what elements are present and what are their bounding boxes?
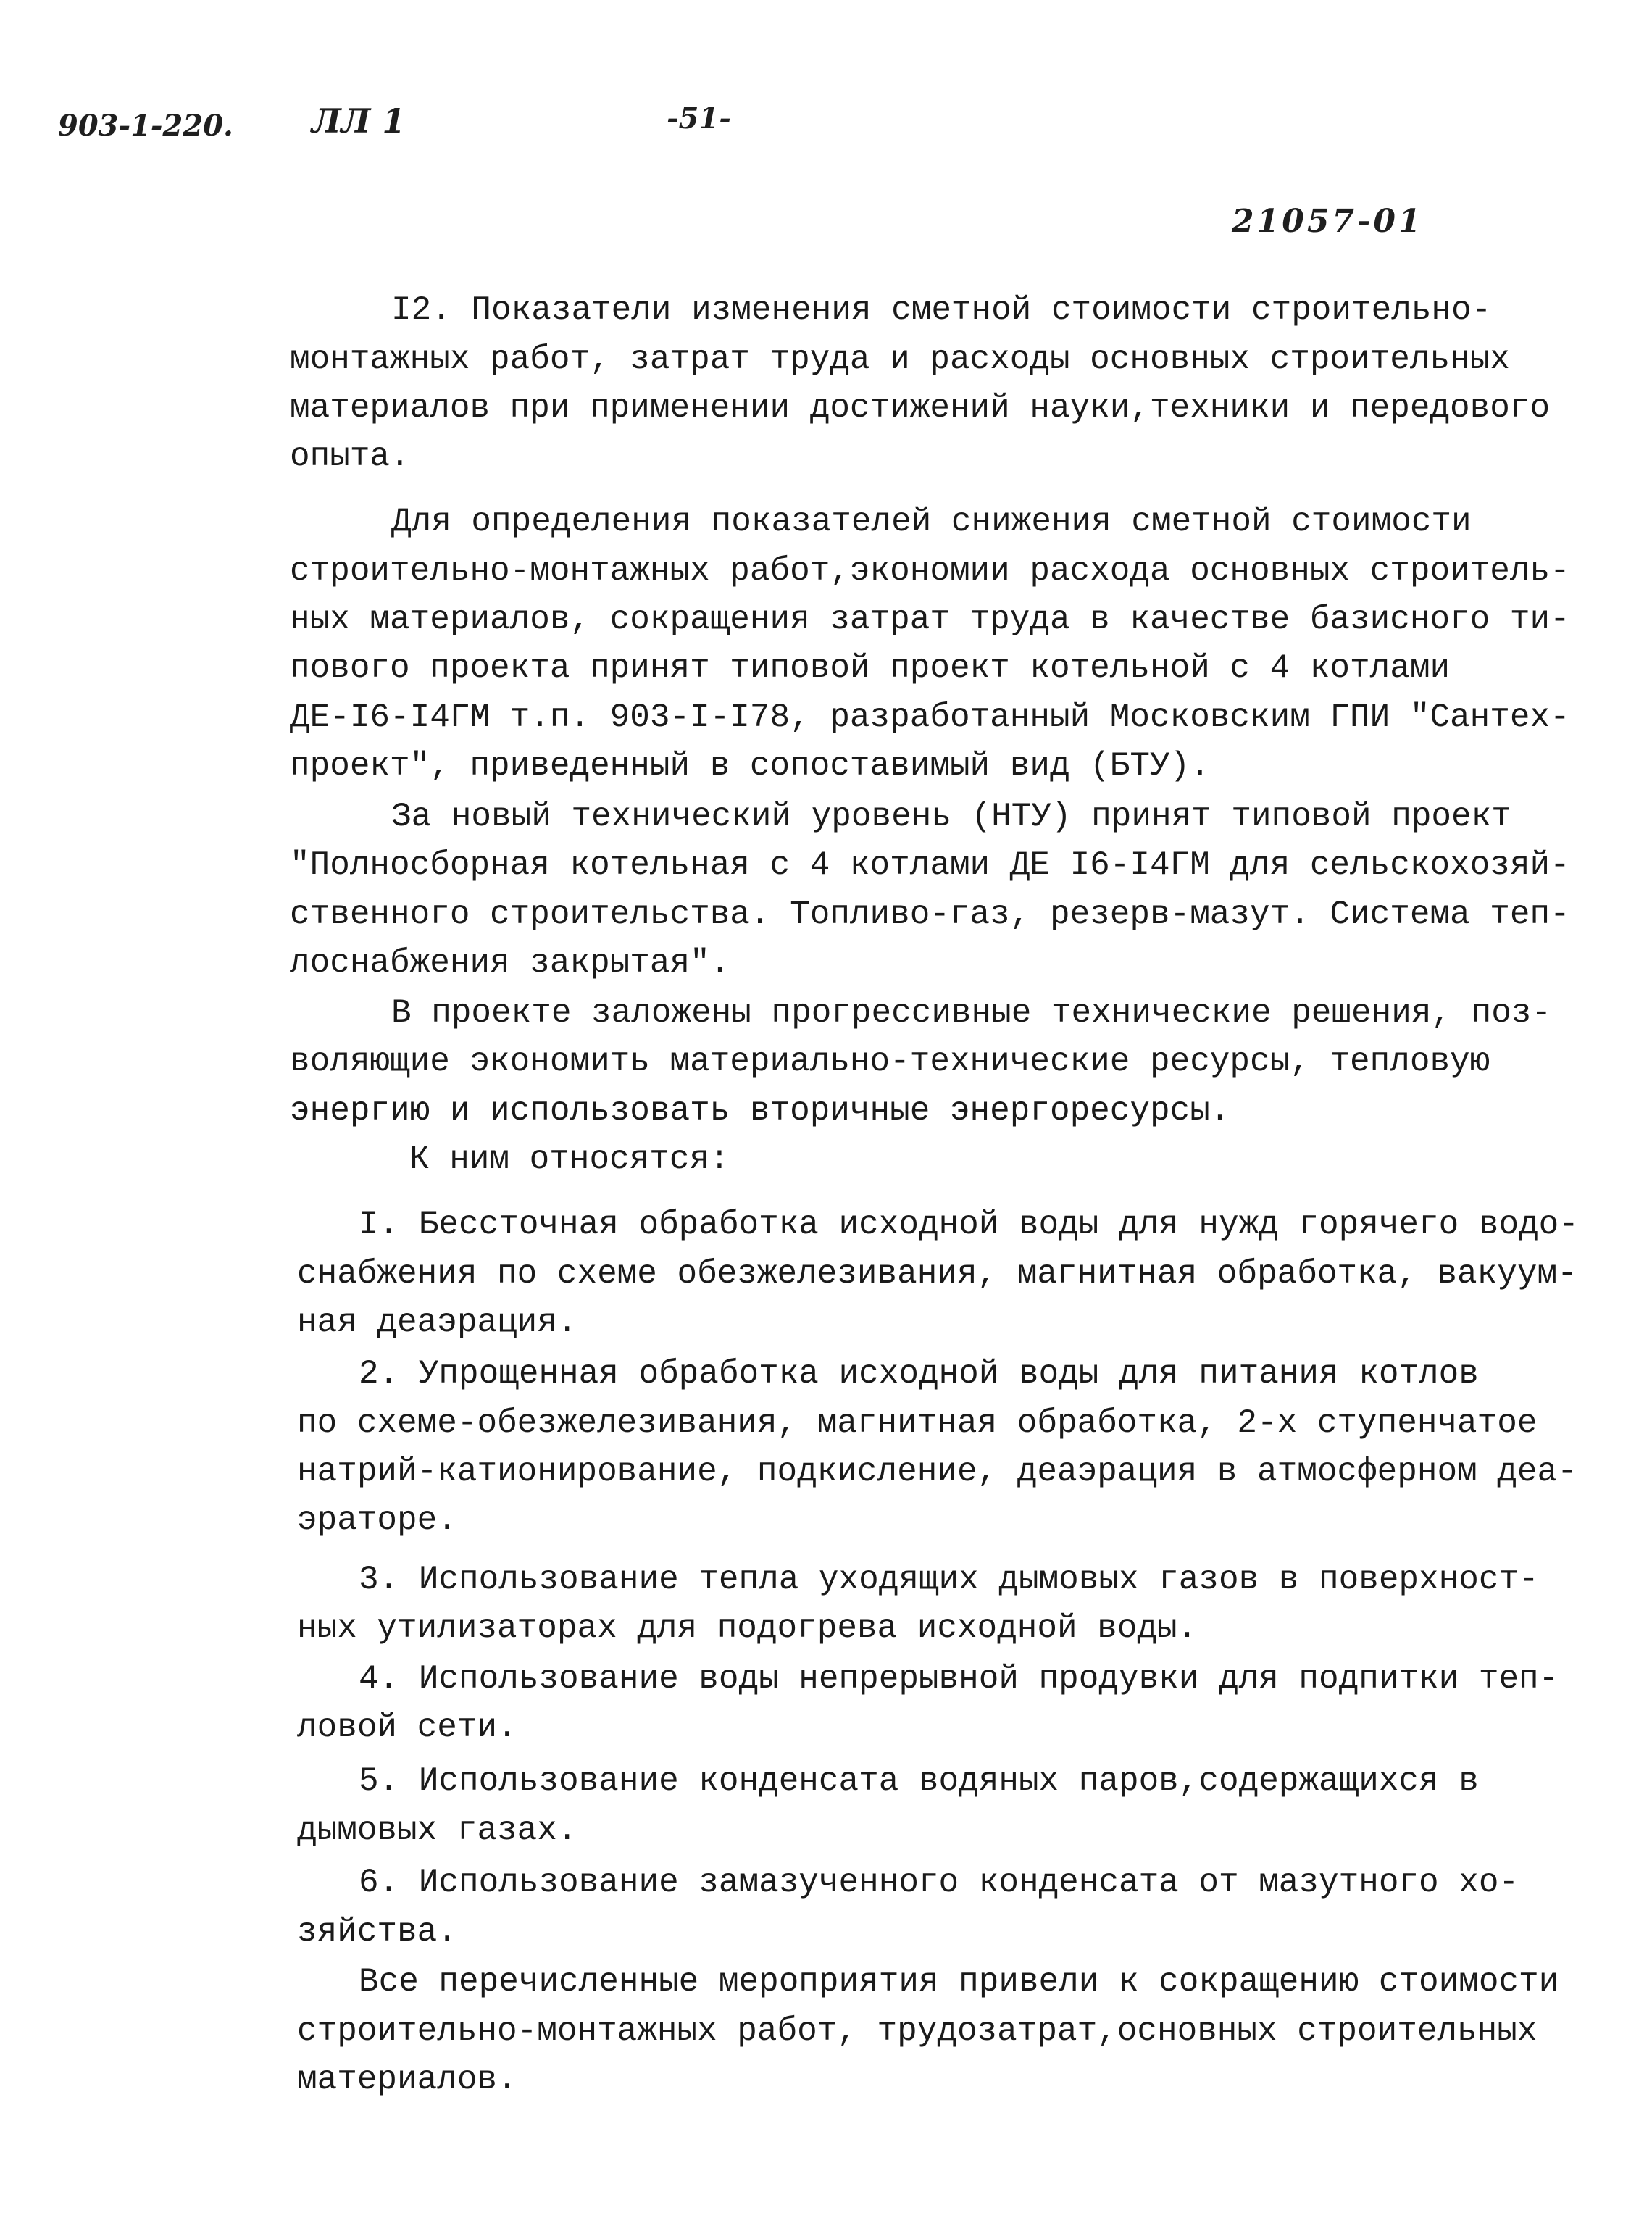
sheet-mark: ЛЛ 1	[312, 101, 406, 141]
text-line: дымовых газах.	[297, 1812, 577, 1849]
text-line: "Полносборная котельная с 4 котлами ДЕ I6-I4ГМ для сельскохозяй-	[290, 846, 1570, 884]
text-line: строительно-монтажных работ, трудозатрат,основных строительных	[297, 2012, 1538, 2050]
text-line: эраторе.	[297, 1501, 457, 1539]
text-line: проект", приведенный в сопоставимый вид (БТУ).	[290, 747, 1210, 785]
text-line: по схеме-обезжелезивания, магнитная обработка, 2-х ступенчатое	[297, 1404, 1538, 1442]
reference-number: 21057-01	[1232, 203, 1424, 240]
text-line: ственного строительства. Топливо-газ, резерв-мазут. Система теп-	[290, 896, 1570, 933]
list-item-line: 3. Использование тепла уходящих дымовых газов в поверхност-	[359, 1561, 1539, 1599]
text-line: опыта.	[290, 438, 410, 475]
document-code: 903-1-220.	[58, 109, 233, 143]
list-item-line: 4. Использование воды непрерывной продувки для подпитки теп-	[359, 1660, 1559, 1698]
text-line: снабжения по схеме обезжелезивания, магнитная обработка, вакуум-	[297, 1255, 1577, 1293]
text-line: ных материалов, сокращения затрат труда в качестве базисного ти-	[290, 601, 1570, 638]
list-item-line: 2. Упрощенная обработка исходной воды для питания котлов	[359, 1355, 1479, 1393]
page-number: -51-	[667, 101, 731, 136]
text-line: лоснабжения закрытая".	[290, 944, 730, 982]
text-line: натрий-катионирование, подкисление, деаэрация в атмосферном деа-	[297, 1453, 1577, 1491]
list-intro-line: К ним относятся:	[409, 1141, 730, 1178]
list-item-line: 6. Использование замазученного конденсата от мазутного хо-	[359, 1864, 1519, 1901]
paragraph-start-line: За новый технический уровень (НТУ) принят типовой проект	[391, 798, 1511, 835]
text-line: материалов при применении достижений науки,техники и передового	[290, 389, 1551, 427]
list-item-line: 5. Использование конденсата водяных паров,содержащихся в	[359, 1762, 1479, 1800]
text-line: зяйства.	[297, 1913, 457, 1951]
paragraph-start-line: Для определения показателей снижения сметной стоимости	[391, 503, 1472, 541]
text-line: ных утилизаторах для подогрева исходной воды.	[297, 1609, 1198, 1647]
paragraph-start-line: Все перечисленные мероприятия привели к сокращению стоимости	[359, 1963, 1559, 2001]
section-heading-line: I2. Показатели изменения сметной стоимости строительно-	[391, 291, 1492, 329]
text-line: ДЕ-I6-I4ГМ т.п. 903-I-I78, разработанный Московским ГПИ "Сантех-	[290, 699, 1570, 736]
text-line: пового проекта принят типовой проект котельной с 4 котлами	[290, 649, 1451, 687]
text-line: ная деаэрация.	[297, 1304, 577, 1341]
paragraph-start-line: В проекте заложены прогрессивные технические решения, поз-	[391, 994, 1552, 1032]
text-line: энергию и использовать вторичные энергоресурсы.	[290, 1092, 1230, 1130]
text-line: строительно-монтажных работ,экономии расхода основных строитель-	[290, 552, 1570, 590]
text-line: монтажных работ, затрат труда и расходы основных строительных	[290, 341, 1510, 378]
text-line: воляющие экономить материально-технические ресурсы, тепловую	[290, 1043, 1490, 1080]
text-line: ловой сети.	[297, 1709, 517, 1746]
text-line: материалов.	[297, 2061, 517, 2098]
list-item-line: I. Бессточная обработка исходной воды для нужд горячего водо-	[359, 1206, 1579, 1243]
